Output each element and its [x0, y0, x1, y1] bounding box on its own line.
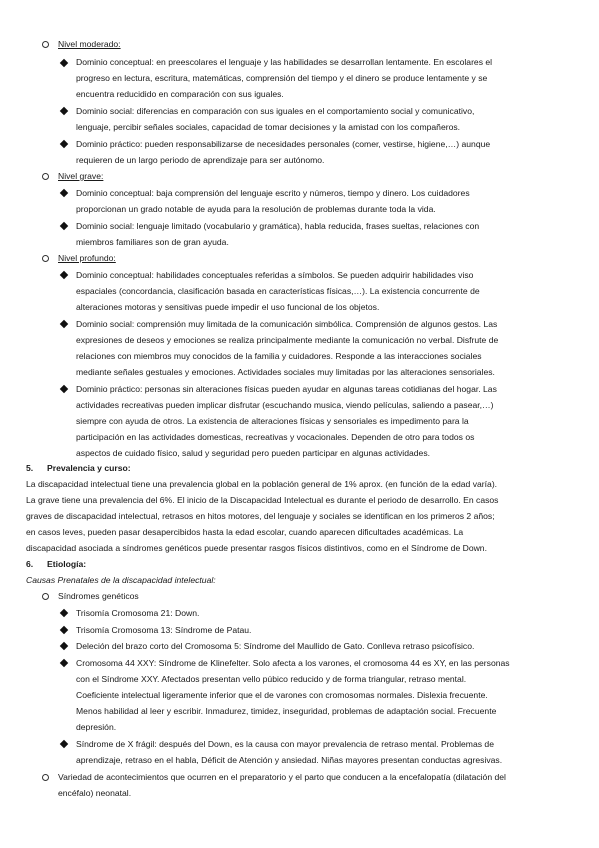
list-line: aspectos de cuidado físico, salud y seguridad pero pueden participar en algunas actividades. [76, 448, 431, 458]
diamond-bullet-icon [60, 740, 68, 748]
list-line: siempre con ayuda de otros. La existencia de alteraciones físicas y sensoriales es impedimento para la [76, 416, 469, 426]
list-line: depresión. [76, 722, 117, 732]
diamond-bullet-icon [60, 609, 68, 617]
paragraph-line: Variedad de acontecimientos que ocurren en el preparatorio y el parto que conducen a la encefalopatía (dilatación del [58, 772, 506, 782]
diamond-bullet-icon [60, 642, 68, 650]
diamond-bullet-icon [60, 59, 68, 67]
diamond-bullet-icon [60, 385, 68, 393]
list-line: Dominio práctico: pueden responsabilizarse de necesidades personales (comer, vestirse, higiene,…) aunque [76, 139, 491, 149]
list-line: Trisomía Cromosoma 21: Down. [76, 608, 200, 618]
list-line: Trisomía Cromosoma 13: Síndrome de Patau. [76, 625, 252, 635]
paragraph-line: La grave tiene una prevalencia del 6%. El inicio de la Discapacidad Intelectual es durante el periodo de desarrollo. En casos [26, 495, 499, 505]
list-line: Menos habilidad al leer y escribir. Inmadurez, timidez, inseguridad, problemas de adaptación social. Frecuente [76, 706, 497, 716]
paragraph-line: graves de discapacidad intelectual, retrasos en hitos motores, del lenguaje y sociales se identifican en los primeros 2 años; [26, 511, 495, 521]
section-number: 6. [26, 559, 34, 569]
diamond-bullet-icon [60, 140, 68, 148]
list-line: Síndrome de X frágil: después del Down, es la causa con mayor prevalencia de retraso mental. Problemas de [76, 739, 494, 749]
list-line: expresiones de deseos y emociones se realiza principalmente mediante la comunicación no verbal. Disfrute de [76, 335, 499, 345]
list-line: participación en las actividades domesticas, recreativas y vocacionales. Dependen de otro para todos os [76, 432, 475, 442]
list-line: Dominio práctico: personas sin alteraciones físicas pueden ayudar en algunas tareas cotidianas del hogar. Las [76, 384, 497, 394]
paragraph-line: encéfalo) neonatal. [58, 788, 132, 798]
diamond-bullet-icon [60, 222, 68, 230]
heading-nivel-moderado: Nivel moderado: [58, 39, 121, 49]
circle-bullet-icon [42, 774, 49, 781]
section-number: 5. [26, 463, 34, 473]
list-line: Cromosoma 44 XXY: Síndrome de Klinefelter. Solo afecta a los varones, el cromosoma 44 es XY, en las personas [76, 658, 510, 668]
diamond-bullet-icon [60, 189, 68, 197]
paragraph-line: discapacidad asociada a síndromes genéticos puede presentar rasgos físicos distintivos, como en el Síndrome de Down. [26, 543, 487, 553]
circle-bullet-icon [42, 41, 49, 48]
section-title: Prevalencia y curso: [47, 463, 131, 473]
paragraph-line: en casos leves, pueden pasar desapercibidos hasta la edad escolar, cuando aparecen dificultades académicas. La [26, 527, 464, 537]
list-line: lenguaje, percibir señales sociales, capacidad de tomar decisiones y la amistad con los compañeros. [76, 122, 461, 132]
list-line: espaciales (concordancia, clasificación basada en características físicas,…). La existencia concurrente de [76, 286, 480, 296]
list-line: encuentra reducidido en comparación con sus iguales. [76, 89, 284, 99]
group-label: Síndromes genéticos [58, 591, 139, 601]
list-line: Dominio conceptual: habilidades conceptuales referidas a símbolos. Se pueden adquirir habilidades viso [76, 270, 474, 280]
diamond-bullet-icon [60, 271, 68, 279]
list-line: requieren de un largo periodo de aprendizaje para ser autónomo. [76, 155, 325, 165]
circle-bullet-icon [42, 593, 49, 600]
list-line: aprendizaje, retraso en el habla, Déficit de Atención y ansiedad. Niñas mayores presentan conductas agresivas. [76, 755, 503, 765]
circle-bullet-icon [42, 255, 49, 262]
paragraph-line: La discapacidad intelectual tiene una prevalencia global en la población general de 1% aprox. (en función de la edad varía). [26, 479, 498, 489]
diamond-bullet-icon [60, 107, 68, 115]
list-line: con el Síndrome XXY. Afectados presentan vello púbico reducido y de forma triangular, retraso mental. [76, 674, 467, 684]
section-title: Etiología: [47, 559, 87, 569]
list-line: relaciones con miembros muy conocidos de la familia y cuidadores. Responde a las interacciones sociales [76, 351, 482, 361]
list-line: progreso en lectura, escritura, matemáticas, comprensión del tiempo y el dinero se produce lentamente y se [76, 73, 488, 83]
list-line: Coeficiente intelectual ligeramente inferior que el de varones con cromosomas normales. Dislexia frecuente. [76, 690, 488, 700]
heading-nivel-grave: Nivel grave: [58, 171, 104, 181]
circle-bullet-icon [42, 173, 49, 180]
section-subtitle: Causas Prenatales de la discapacidad intelectual: [26, 575, 216, 585]
list-line: mediante señales gestuales y emociones. Actividades sociales muy limitadas por las alteraciones sensoriales. [76, 367, 495, 377]
diamond-bullet-icon [60, 320, 68, 328]
list-line: Dominio social: lenguaje limitado (vocabulario y gramática), habla reducida, frases sueltas, relaciones con [76, 221, 480, 231]
list-line: actividades recreativas pueden implicar disfrutar (escuchando musica, viendo películas, saliendo a pasear,…) [76, 400, 494, 410]
list-line: miembros familiares son de gran ayuda. [76, 237, 229, 247]
list-line: Dominio social: comprensión muy limitada de la comunicación simbólica. Comprensión de algunos gestos. Las [76, 319, 498, 329]
list-line: alteraciones motoras y sensitivas puede impedir el uso funcional de los objetos. [76, 302, 380, 312]
list-line: proporcionan un grado notable de ayuda para la resolución de problemas durante toda la vida. [76, 204, 436, 214]
list-line: Deleción del brazo corto del Cromosoma 5: Síndrome del Maullido de Gato. Conlleva retraso psicofísico. [76, 641, 475, 651]
list-line: Dominio social: diferencias en comparación con sus iguales en el comportamiento social y comunicativo, [76, 106, 475, 116]
list-line: Dominio conceptual: en preescolares el lenguaje y las habilidades se desarrollan lentamente. En escolares el [76, 57, 493, 67]
diamond-bullet-icon [60, 659, 68, 667]
list-line: Dominio conceptual: baja comprensión del lenguaje escrito y números, tiempo y dinero. Los cuidadores [76, 188, 470, 198]
diamond-bullet-icon [60, 626, 68, 634]
heading-nivel-profundo: Nivel profundo: [58, 253, 116, 263]
